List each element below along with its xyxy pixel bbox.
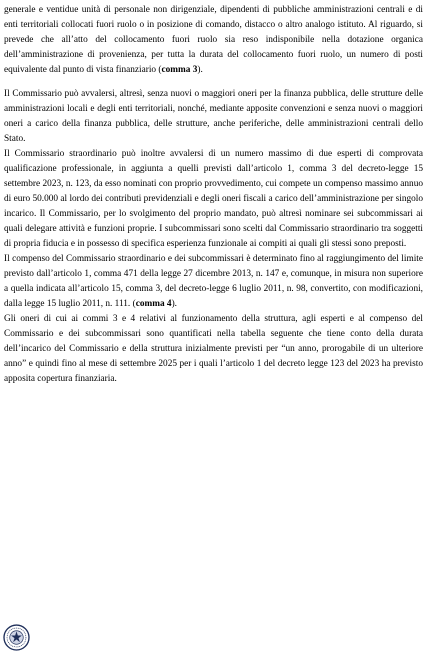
paragraph-costs: Gli oneri di cui ai commi 3 e 4 relativi al funzionamento della struttura, agli esperti e al compenso del Commissario e dei subcommissari sono quantificati nella tabella seguente che tiene conto della durata dell’incarico del Commissario e della struttura inizialmente previsti per “un anno, prorogabile di un ulteriore anno” e quindi fino al mese di settembre 2025 per i quali l’articolo 1 del decreto legge 123 del 2023 ha previsto apposita copertura finanziaria. <box>4 314 423 384</box>
chamber-seal-icon <box>3 624 30 651</box>
paragraph-staffing: generale e ventidue unità di personale non dirigenziale, dipendenti di pubbliche amministrazioni centrali e di enti territoriali collocati fuori ruolo o in posizione di comando, distacco o altro analogo istituto. Al riguardo, si prevede che all’atto del collocamento fuori ruolo sia reso indisponibile nella dotazione organica dell’amministrazione di provenienza, per tutta la durata del collocamento fuori ruolo, un numero di posti equivalente dal punto di vista finanziario (comma 3). <box>4 5 423 75</box>
comma-reference: comma 3 <box>161 65 198 75</box>
document-body <box>4 3 423 387</box>
paragraph-compensation: Il compenso del Commissario straordinario e dei subcommissari è determinato fino al raggiungimento del limite previsto dall’articolo 1, comma 471 della legge 27 dicembre 2013, n. 147 e, comunque, in misura non superiore a quella indicata all’articolo 15, comma 3, del decreto-legge 6 luglio 2011, n. 98, convertito, con modificazioni, dalla legge 15 luglio 2011, n. 111. (comma 4). <box>4 254 423 309</box>
comma-reference: comma 4 <box>135 299 172 309</box>
paragraph-structures: Il Commissario può avvalersi, altresì, senza nuovi o maggiori oneri per la finanza pubblica, delle strutture delle amministrazioni locali e degli enti territoriali, nonché, mediante apposite convenzioni e senza nuovi o maggiori oneri a carico della finanza pubblica, delle strutture, anche periferiche, delle amministrazioni centrali dello Stato. <box>4 89 423 144</box>
paragraph-experts: Il Commissario straordinario può inoltre avvalersi di un numero massimo di due esperti di comprovata qualificazione professionale, in aggiunta a quelli previsti dall’articolo 1, comma 3 del decreto-legge 15 settembre 2023, n. 123, da esso nominati con proprio provvedimento, cui compete un compenso massimo annuo di euro 50.000 al lordo dei contributi previdenziali e degli oneri fiscali a carico dell’amministrazione per singolo incarico. Il Commissario, per lo svolgimento del proprio mandato, può altresì nominare sei subcommissari ai quali delegare attività e funzioni proprie. I subcommissari sono scelti dal Commissario straordinario tra soggetti di propria fiducia e in possesso di specifica esperienza funzionale ai compiti ai quali gli stessi sono preposti. <box>4 149 423 249</box>
